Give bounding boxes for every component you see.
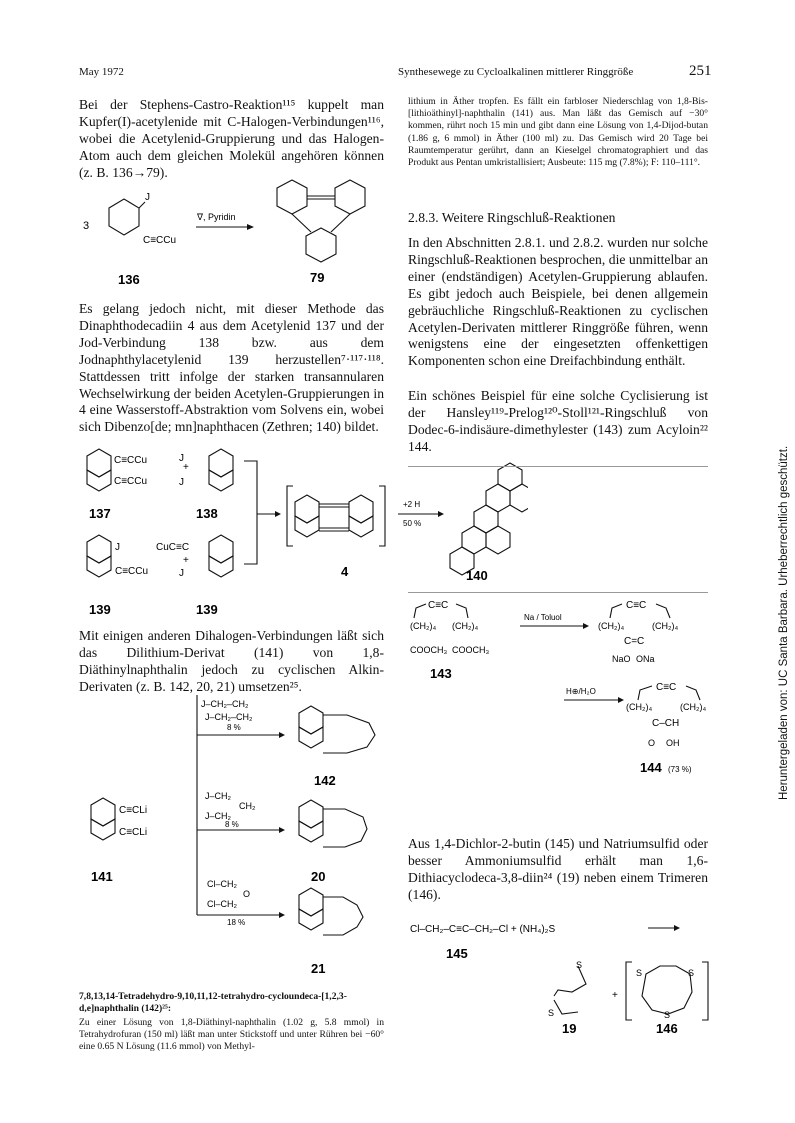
r3-yield: 18 % <box>227 918 246 927</box>
naphthalene-137-ring1 <box>87 449 111 477</box>
zethren-ring-6 <box>486 526 510 554</box>
naphthalene-141-ring1 <box>91 798 115 826</box>
r1-line2: J–CH₂–CH₂ <box>205 712 253 722</box>
scheme-136-to-79 <box>79 178 389 288</box>
reagent-h-h2o: H⊕/H₂O <box>566 687 596 696</box>
yield-144: (73 %) <box>668 765 692 774</box>
experimental-text-left: Zu einer Lösung von 1,8-Diäthinyl-naphthalin (1.02 g, 5.8 mmol) in Tetrahydrofuran (150 ml) läßt man unter Stickstoff und unter Rühren bei −60° eine 0.65 N Lösung (11.6 mmol) von Methyl- <box>79 1017 384 1053</box>
label-j: J <box>145 192 150 203</box>
naphthalene-137-ring2 <box>87 470 111 491</box>
r2-mid: CH₂ <box>239 801 256 811</box>
ch2-144b: (CH₂)₄ <box>680 702 707 712</box>
cooch3-a: COOCH₃ <box>410 645 448 655</box>
equation-145: Cl–CH₂–C≡C–CH₂–Cl + (NH₄)₂S <box>410 924 556 935</box>
scheme-141-cyclisation <box>79 695 399 980</box>
compound-label-4: 4 <box>341 564 349 579</box>
r2-yield: 8 % <box>225 820 239 829</box>
scheme-zethren <box>79 446 399 621</box>
scheme-dithia <box>408 918 718 1038</box>
ring-19-upper <box>554 966 586 996</box>
compound-label-144: 144 <box>640 760 662 775</box>
r3-line1: Cl–CH₂ <box>207 879 237 889</box>
scheme-zethren-product <box>398 462 528 587</box>
ring-21b <box>299 909 323 930</box>
ring-4d <box>349 516 373 537</box>
label-ceccu-139a: C≡CCu <box>115 566 149 577</box>
c-eq-c: C=C <box>624 636 645 647</box>
ring-4a <box>295 495 319 523</box>
compound-label-140: 140 <box>466 568 488 583</box>
label-j-138b: J <box>179 477 184 488</box>
arrow-head <box>247 224 254 230</box>
reagent-na-toluol: Na / Toluol <box>524 613 562 622</box>
s-146a: S <box>636 968 643 978</box>
compound-label-139b: 139 <box>196 602 218 617</box>
experimental-title: 7,8,13,14-Tetradehydro-9,10,11,12-tetrahydro-cycloundeca-[1,2,3-d,e]naphthalin (142)²⁵: <box>79 991 347 1015</box>
s-146c: S <box>664 1010 671 1020</box>
zethren-ring-5 <box>462 526 486 554</box>
ch2-inter-a: (CH₂)₄ <box>598 621 625 631</box>
chain-143-left <box>414 604 426 618</box>
zethren-ring-3 <box>510 484 528 512</box>
ring-21-chain <box>323 897 363 935</box>
ona: ONa <box>636 654 655 664</box>
divider-1 <box>408 466 708 467</box>
ring-4c <box>349 495 373 523</box>
ch2-143a: (CH₂)₄ <box>410 621 437 631</box>
naphthalene-139b-ring1 <box>209 535 233 563</box>
ch2-144a: (CH₂)₄ <box>626 702 653 712</box>
r2-line1: J–CH₂ <box>205 791 231 801</box>
benzene-ring-b <box>335 180 365 214</box>
compound-label-20: 20 <box>311 869 326 884</box>
bracket-4-left <box>287 486 293 546</box>
s-19b: S <box>548 1008 555 1018</box>
compound-label-139a: 139 <box>89 602 111 617</box>
ch2-inter-b: (CH₂)₄ <box>652 621 679 631</box>
bracket-converge <box>244 461 257 564</box>
ring-20-chain <box>323 809 367 847</box>
page-number: 251 <box>689 63 712 79</box>
zethren-ring-2 <box>486 484 510 512</box>
plus-2: + <box>183 555 189 566</box>
left-paragraph-1: Bei der Stephens-Castro-Reaktion¹¹⁵ kuppelt man Kupfer(I)-acetylenide mit C-Halogen-Verbindungen¹¹⁶, wobei die Acetylenid-Gruppierung und das Halogen-Atom auch dem gleichen Molekül angehören können (z. B. 136→79). <box>79 97 384 180</box>
ch2-143b: (CH₂)₄ <box>452 621 479 631</box>
compound-label-143: 143 <box>430 666 452 681</box>
compound-label-141: 141 <box>91 869 113 884</box>
compound-label-79: 79 <box>310 270 325 285</box>
r3-o: O <box>243 889 251 899</box>
naphthalene-139b-ring2 <box>209 556 233 577</box>
bracket-146-right <box>702 962 708 1020</box>
zethren-ring-4 <box>474 505 498 533</box>
compound-label-145: 145 <box>446 946 468 961</box>
oh-144: OH <box>666 738 680 748</box>
plus-146: + <box>612 990 618 1001</box>
reagent-pyridin: ∇, Pyridin <box>197 212 236 222</box>
download-notice-text: Heruntergeladen von: UC Santa Barbara. Urheberrechtlich geschützt. <box>778 445 790 800</box>
ring-4b <box>295 516 319 537</box>
left-paragraph-3: Mit einigen anderen Dihalogen-Verbindungen läßt sich das Dilithium-Derivat (141) von 1,8-Diäthinylnaphthalin jedoch zu cyclischen Alkin-Derivaten (z. B. 142, 20, 21) umsetzen²⁵. <box>79 628 384 694</box>
plus-1: + <box>183 462 189 473</box>
section-heading: 2.8.3. Weitere Ringschluß-Reaktionen <box>408 210 616 225</box>
download-notice <box>778 80 792 800</box>
right-paragraph-1: In den Abschnitten 2.8.1. und 2.8.2. wurden nur solche Ringschluß-Reaktionen besprochen, die unmittelbar an einer (endständigen) Acetylen-Gruppierung ablaufen. Es gibt jedoch auch Beispiele, bei denen allgemein gebräuchliche Ringschluß-Reaktionen zu cyclischen Acetylen-Derivaten mittlerer Ringgröße führen, wenn wenigstens eine der eingesetzten offenkettigen Komponenten schon eine Dreifachbindung enthält. <box>408 235 708 369</box>
benzene-ring-a <box>277 180 307 214</box>
compound-label-146: 146 <box>656 1021 678 1036</box>
benzene-ring-136 <box>109 199 139 235</box>
scheme-acyloin <box>408 596 718 821</box>
header-date: May 1972 <box>79 66 124 78</box>
c-ch: C–CH <box>652 718 680 729</box>
right-paragraph-2: Ein schönes Beispiel für eine solche Cyclisierung ist der Hansley¹¹⁹-Prelog¹²⁰-Stoll¹²¹-Ringschluß von Dodec-6-indisäure-dimethylester (143) zum Acyloin²² 144. <box>408 388 708 454</box>
reagent-yield: 50 % <box>403 519 422 528</box>
cooch3-b: COOCH₃ <box>452 645 490 655</box>
naphthalene-139-ring1 <box>87 535 111 563</box>
label-ceccu: C≡CCu <box>143 235 177 246</box>
cec-144: C≡C <box>656 682 677 693</box>
label-j-139a: J <box>115 542 120 553</box>
s-19a: S <box>576 960 583 970</box>
compound-label-19: 19 <box>562 1021 577 1036</box>
r1-line1: J–CH₂–CH₂ <box>201 699 249 709</box>
label-ceccu-137b: C≡CCu <box>114 476 148 487</box>
label-ceccli-b: C≡CLi <box>119 827 148 838</box>
triple-bond-right <box>331 214 350 232</box>
r2-line2: J–CH₂ <box>205 811 231 821</box>
naphthalene-138-ring1 <box>209 449 233 477</box>
ring-21a <box>299 888 323 916</box>
compound-label-137: 137 <box>89 506 111 521</box>
nao: NaO <box>612 654 631 664</box>
label-cuc-139b: CuC≡C <box>156 542 190 553</box>
bracket-146-left <box>626 962 632 1020</box>
right-paragraph-3: Aus 1,4-Dichlor-2-butin (145) und Natriumsulfid oder besser Ammoniumsulfid erhält man 1,6-Dithiacyclodeca-3,8-diin²⁴ (19) neben einem Trimeren (146). <box>408 836 708 902</box>
ring-142b <box>299 727 323 748</box>
label-j-139b: J <box>179 568 184 579</box>
ring-142a <box>299 706 323 734</box>
running-title: Synthesewege zu Cycloalkalinen mittlerer Ringgröße <box>398 66 634 78</box>
ring-20b <box>299 821 323 842</box>
naphthalene-139-ring2 <box>87 556 111 577</box>
label-j-138a: J <box>179 453 184 464</box>
naphthalene-141-ring2 <box>91 819 115 840</box>
compound-label-138: 138 <box>196 506 218 521</box>
triple-bond-left <box>292 214 311 232</box>
ring-20a <box>299 800 323 828</box>
s-146b: S <box>688 968 695 978</box>
left-paragraph-2: Es gelang jedoch nicht, mit dieser Methode das Dinaphthodecadiin 4 aus dem Acetylenid 137 und der Jod-Verbindung 138 bzw. aus dem Jodnaphthylacetylenid 139 herzustellen⁷·¹¹⁷·¹¹⁸. Stattdessen tritt infolge der starken transannularen Wechselwirkung der beiden Acetylen-Gruppierungen in 4 eine Wasserstoff-Abstraktion vom Solvens ein, wobei sich Dibenzo[de; mn]naphthacen (Zethren; 140) bildet. <box>79 301 384 435</box>
ring-146 <box>642 966 695 1014</box>
compound-label-136: 136 <box>118 272 140 287</box>
r3-line2: Cl–CH₂ <box>207 899 237 909</box>
benzene-ring-c <box>306 228 336 262</box>
bracket-4-right <box>379 486 385 546</box>
label-ceccli-a: C≡CLi <box>119 805 148 816</box>
cec-143: C≡C <box>428 600 449 611</box>
zethren-ring-1 <box>498 463 522 491</box>
reagent-2h: +2 H <box>403 500 421 509</box>
label-ceccu-137a: C≡CCu <box>114 455 148 466</box>
o-144: O <box>648 738 656 748</box>
divider-2 <box>408 592 708 593</box>
ring-142-chain <box>323 715 375 753</box>
coefficient: 3 <box>83 220 90 232</box>
naphthalene-138-ring2 <box>209 470 233 491</box>
compound-label-142: 142 <box>314 773 336 788</box>
r1-yield: 8 % <box>227 723 241 732</box>
experimental-text-right: lithium in Äther tropfen. Es fällt ein farbloser Niederschlag von 1,8-Bis-[lithioäthinyl]-naphthalin (141) aus. Man läßt das Gemisch auf −30° kommen, rührt noch 15 min und gibt dann eine Lösung von 1,4-Dijod-butan (1.86 g, 6 mmol) in Äther (100 ml) zu. Das Gemisch wird 20 Tage bei Raumtemperatur gerührt, dann an Kieselgel chromatographiert und das Produkt aus Pentan umkristallisiert; Ausbeute: 115 mg (7.8%); F: 110–111°. <box>408 96 708 169</box>
compound-label-21: 21 <box>311 961 326 976</box>
cec-inter: C≡C <box>626 600 647 611</box>
